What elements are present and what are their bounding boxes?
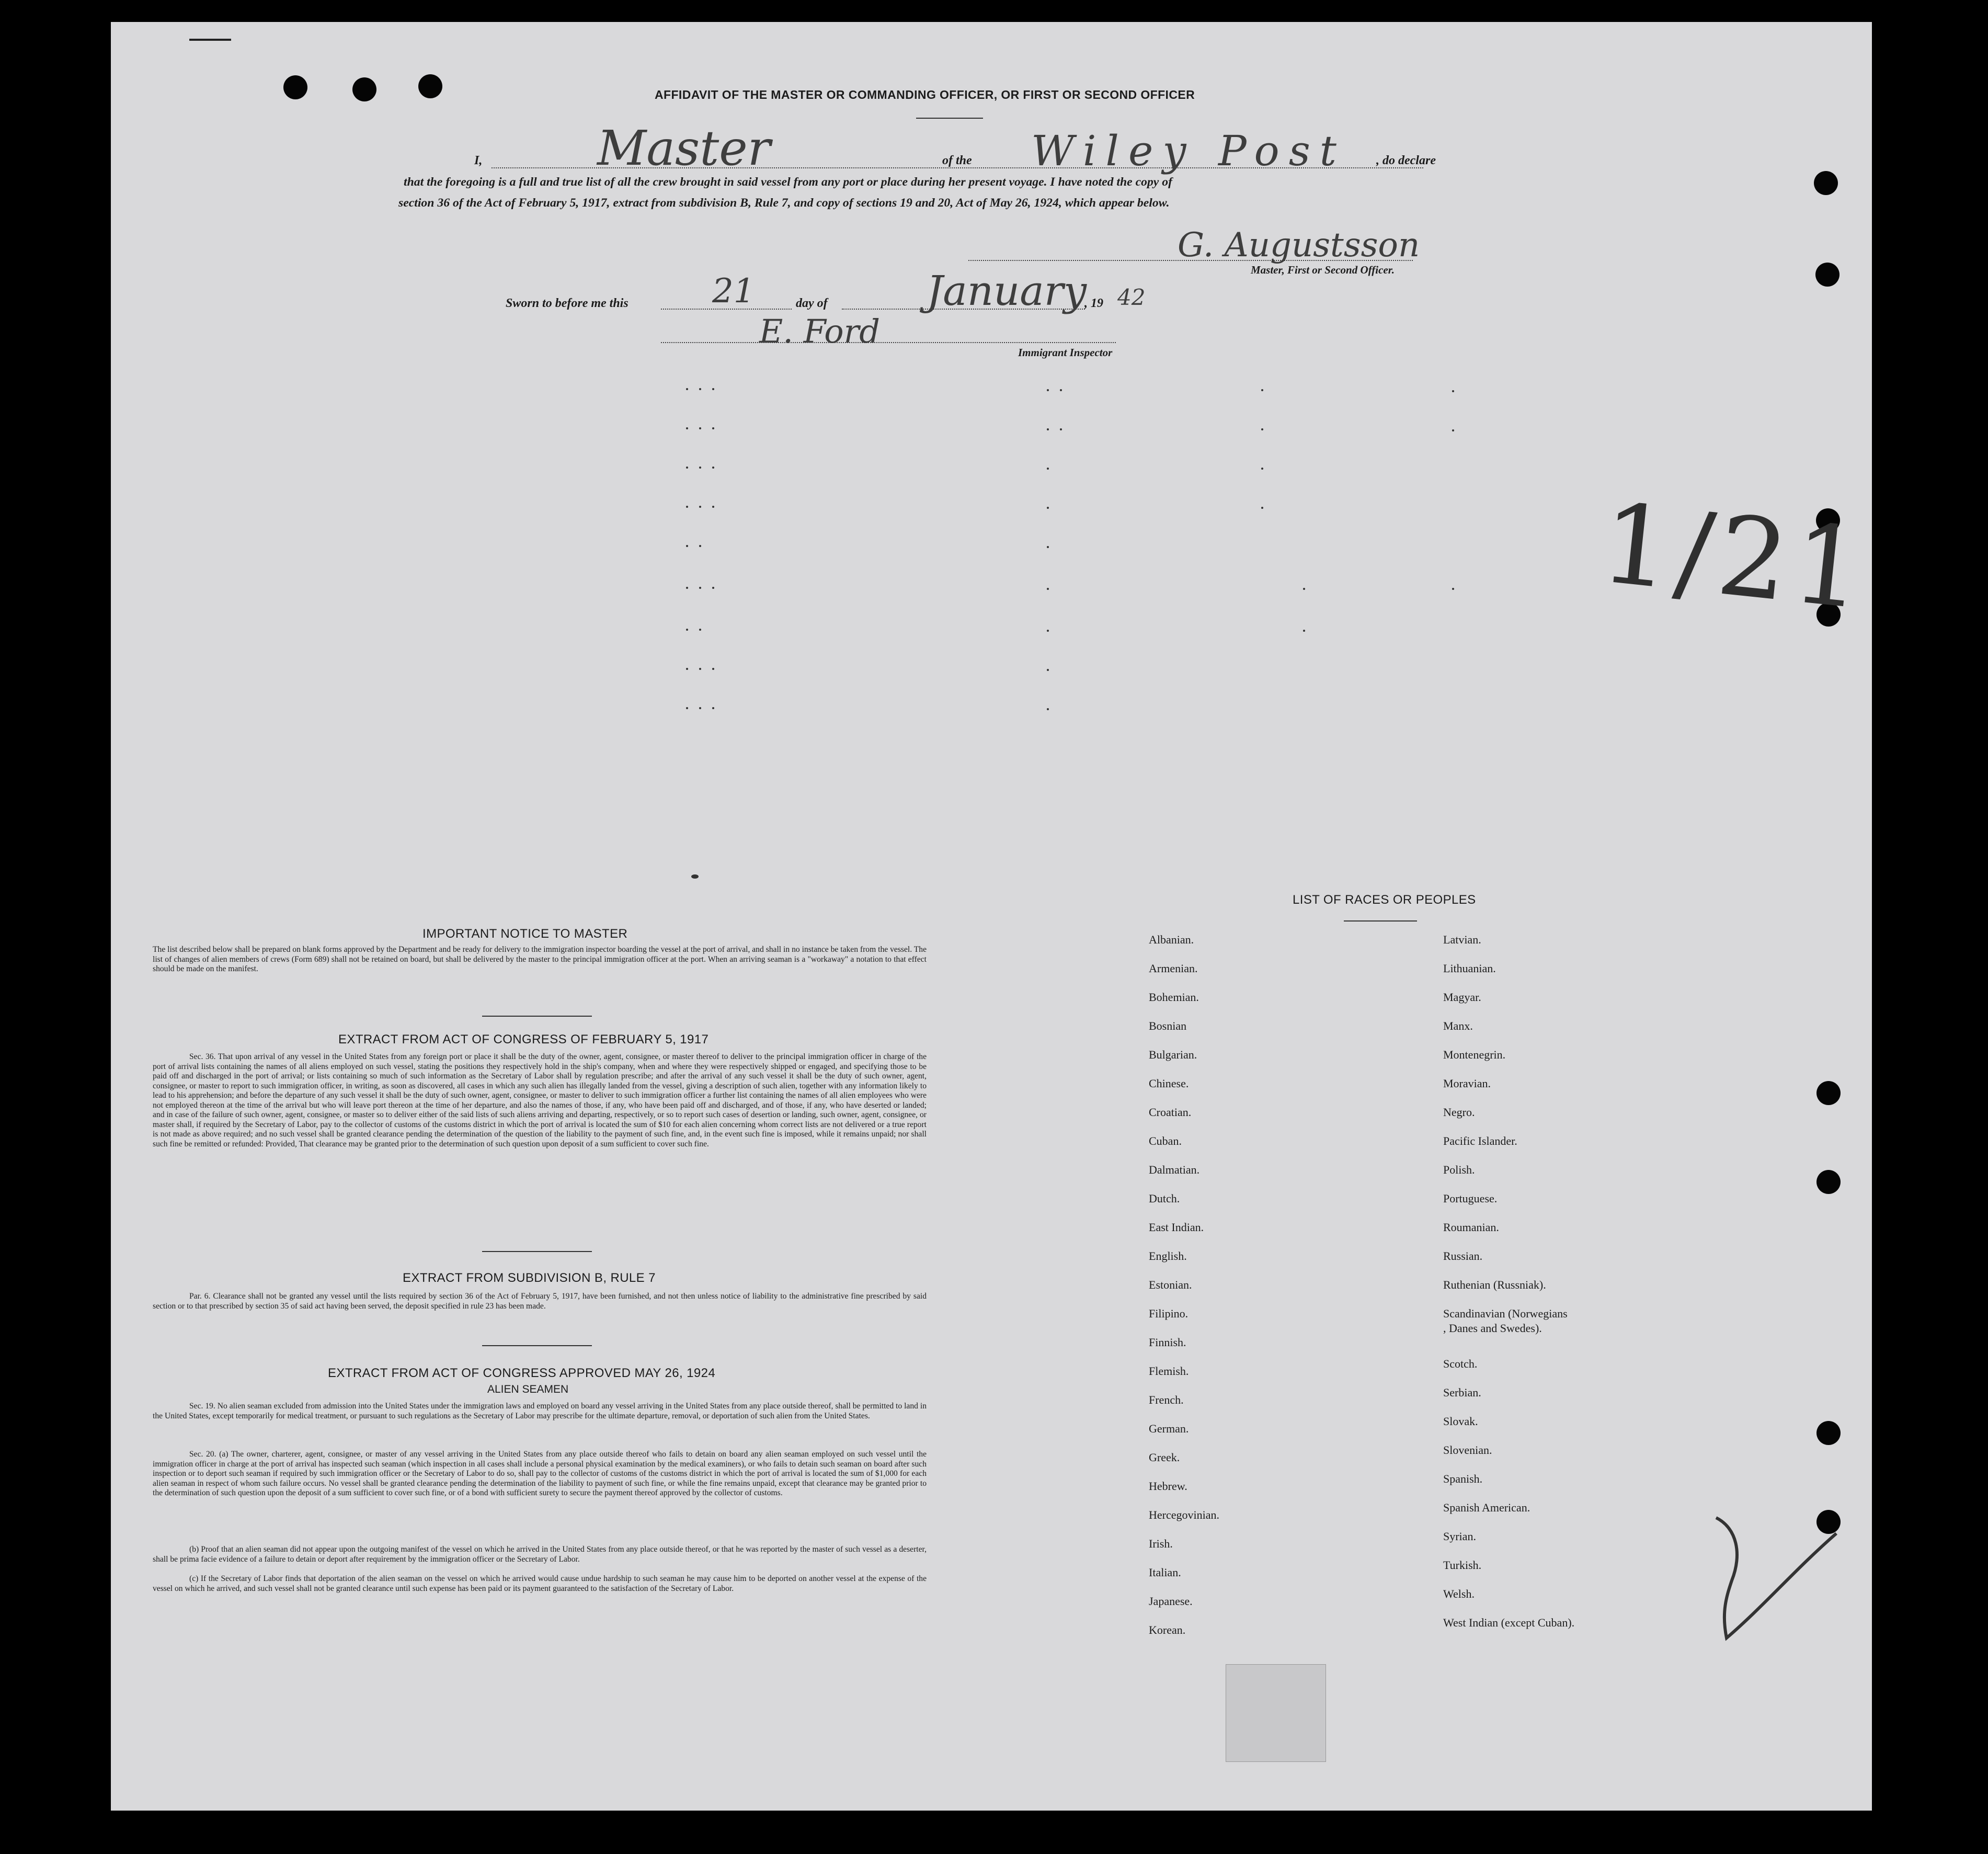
race-item: Albanian. [1149, 933, 1194, 946]
race-item: Armenian. [1149, 962, 1198, 975]
handwritten-margin-note: 1/21 [1595, 479, 1875, 635]
race-item: Cuban. [1149, 1134, 1182, 1147]
race-item: Bohemian. [1149, 991, 1199, 1004]
day-of-label: day of [796, 297, 828, 310]
race-item: Bulgarian. [1149, 1048, 1197, 1061]
affidavit-line-2: that the foregoing is a full and true list of all the crew brought in said vessel from any port or place during her present voyage. I have noted the copy of [404, 175, 1172, 189]
race-item: Roumanian. [1443, 1221, 1499, 1234]
extract-1917-title: EXTRACT FROM ACT OF CONGRESS OF FEBRUARY 5, 1917 [338, 1032, 709, 1047]
punch-hole [1814, 171, 1838, 195]
sec20b-text: (b) Proof that an alien seaman did not appear upon the outgoing manifest of the vessel on which he arrived in the United States from any place outside thereof, or that he was reported by the master of such vessel as a deserter, shall be prima facie evidence of a failure to detain or deport after requirement by the immigration officer or the Secretary of Labor. [153, 1545, 927, 1564]
handwritten-year: 42 [1117, 285, 1146, 310]
handwritten-inspector: E. Ford [759, 312, 880, 350]
race-item: Croatian. [1149, 1106, 1192, 1119]
year-prefix: , 19 [1084, 297, 1103, 310]
race-item: Portuguese. [1443, 1192, 1498, 1205]
title-rule [916, 118, 983, 119]
notice-title: IMPORTANT NOTICE TO MASTER [422, 927, 628, 941]
race-item: Lithuanian. [1443, 962, 1496, 975]
section-rule [482, 1345, 592, 1346]
affidavit-line-3: section 36 of the Act of February 5, 1917, extract from subdivision B, Rule 7, and copy of sections 19 and 20, Act of May 26, 1924, which appear below. [398, 196, 1170, 210]
race-item: Turkish. [1443, 1559, 1482, 1572]
handwritten-signature: G. Augustsson [1178, 226, 1420, 265]
section-rule [482, 1251, 592, 1252]
race-item: Syrian. [1443, 1530, 1476, 1543]
race-item: Hercegovinian. [1149, 1508, 1219, 1521]
punch-hole [352, 77, 376, 101]
race-item: Hebrew. [1149, 1480, 1187, 1493]
race-item: Serbian. [1443, 1386, 1481, 1399]
race-item: Moravian. [1443, 1077, 1491, 1090]
race-item: Spanish. [1443, 1472, 1483, 1485]
race-item: Welsh. [1443, 1587, 1475, 1600]
races-title: LIST OF RACES OR PEOPLES [1293, 893, 1476, 907]
race-item: East Indian. [1149, 1221, 1204, 1234]
race-item: Manx. [1443, 1019, 1473, 1032]
notice-text: The list described below shall be prepared on blank forms approved by the Department and be ready for delivery to the immigration inspector boarding the vessel at the port of arrival, and shall in no instance be taken from the vessel. The list of changes of alien members of crews (Form 689) shall not be retained on board, but shall be delivered by the master to the principal immigration officer at the port. When an arriving seaman is a "workaway" a notation to that effect should be made on the manifest. [153, 945, 927, 973]
race-item: Filipino. [1149, 1307, 1189, 1320]
race-item: English. [1149, 1249, 1187, 1262]
punch-hole [1816, 1421, 1841, 1445]
sworn-label: Sworn to before me this [506, 297, 629, 310]
handwritten-rank: Master [597, 120, 771, 176]
race-item: Latvian. [1443, 933, 1481, 946]
race-item: Japanese. [1149, 1595, 1193, 1608]
race-item: French. [1149, 1393, 1184, 1406]
race-item: Magyar. [1443, 991, 1481, 1004]
affidavit-title: AFFIDAVIT OF THE MASTER OR COMMANDING OFFICER, OR FIRST OR SECOND OFFICER [655, 88, 1195, 101]
race-item: Korean. [1149, 1623, 1186, 1636]
race-item: Finnish. [1149, 1336, 1186, 1349]
section-rule [482, 1016, 592, 1017]
sec20a-text: Sec. 20. (a) The owner, charterer, agent, consignee, or master of any vessel arriving in the United States from any place outside thereof who fails to detain on board any alien seaman employed on such vessel until the immigration officer in charge at the port of arrival has inspected such seaman (which inspection in all cases shall include a personal physical examination by the medical examiners), or who fails to detain such seaman on board after such inspection or to deport such seaman if required by such immigration officer or the Secretary of Labor to do so, shall pay to the collector of customs of the customs district in which the port of arrival is located the sum of $1,000 for each alien seaman in respect of whom such failure occurs. No vessel shall be granted clearance pending the determination of the liability to payment of such fine, or while the fine remains unpaid, except that clearance may be granted prior to the determination of such question upon the deposit of a sum sufficient to cover such fine, or of a bond with sufficient surety to secure the payment thereof approved by the collector of customs. [153, 1450, 927, 1497]
race-item: Chinese. [1149, 1077, 1189, 1090]
i-label: I, [474, 154, 483, 167]
race-item: Italian. [1149, 1566, 1181, 1579]
race-item: Negro. [1443, 1106, 1475, 1119]
tape-remnant [1226, 1664, 1326, 1762]
race-item: Pacific Islander. [1443, 1134, 1517, 1147]
punch-hole [418, 74, 442, 98]
race-item: Irish. [1149, 1537, 1173, 1550]
race-item: Spanish American. [1443, 1501, 1530, 1514]
race-item: Scotch. [1443, 1357, 1478, 1370]
races-title-rule [1344, 920, 1417, 922]
race-item: Polish. [1443, 1163, 1475, 1176]
race-item: West Indian (except Cuban). [1443, 1616, 1575, 1629]
handwritten-month: January [927, 268, 1087, 315]
race-item: Flemish. [1149, 1364, 1189, 1378]
rule7-text: Par. 6. Clearance shall not be granted any vessel until the lists required by section 36 of the Act of February 5, 1917, have been furnished, and not then unless notice of liability to the administrative fine prescribed by said section or to that prescribed by section 35 of said act having been served, the deposit specified in rule 23 has been made. [153, 1292, 927, 1311]
punch-hole [283, 75, 307, 99]
punch-hole [1816, 1081, 1841, 1105]
handwritten-check-mark [1706, 1507, 1842, 1654]
punch-hole [1816, 1170, 1841, 1194]
sec19-text: Sec. 19. No alien seaman excluded from admission into the United States under the immigration laws and employed on board any vessel arriving in the United States from any place outside thereof, shall be permitted to land in the United States, except temporarily for medical treatment, or pursuant to such regulations as the Secretary of Labor may prescribe for the ultimate departure, removal, or deportation of such alien from the United States. [153, 1402, 927, 1420]
race-item: Greek. [1149, 1451, 1180, 1464]
race-item: Slovenian. [1443, 1443, 1492, 1457]
handwritten-day: 21 [712, 272, 755, 311]
corner-mark [189, 39, 231, 41]
extract-1924-title: EXTRACT FROM ACT OF CONGRESS APPROVED MAY 26, 1924 [328, 1366, 716, 1380]
do-declare: , do declare [1376, 154, 1436, 167]
rule7-title: EXTRACT FROM SUBDIVISION B, RULE 7 [403, 1271, 656, 1285]
race-item: Estonian. [1149, 1278, 1192, 1291]
manifest-page [111, 22, 1875, 1811]
sec20c-text: (c) If the Secretary of Labor finds that deportation of the alien seaman on the vessel on which he arrived would cause undue hardship to such seaman he may cause him to be deported on another vessel at the expense of the vessel on which he arrived, and such vessel shall not be granted clearance until such expense has been paid or its payment guaranteed to the satisfaction of the Secretary of Labor. [153, 1574, 927, 1593]
race-item: Slovak. [1443, 1415, 1478, 1428]
race-item: Dutch. [1149, 1192, 1180, 1205]
of-the-label: of the [942, 154, 972, 167]
race-item: German. [1149, 1422, 1189, 1435]
signer-title: Master, First or Second Officer. [1251, 264, 1395, 276]
race-item: Dalmatian. [1149, 1163, 1200, 1176]
race-item: Montenegrin. [1443, 1048, 1506, 1061]
race-item: Russian. [1443, 1249, 1483, 1262]
race-item: Ruthenian (Russniak). [1443, 1278, 1546, 1291]
inspector-label: Immigrant Inspector [1018, 346, 1113, 359]
race-item: Scandinavian (Norwegians [1443, 1307, 1568, 1320]
handwritten-vessel: Wiley Post [1031, 127, 1346, 175]
extract-1917-text: Sec. 36. That upon arrival of any vessel in the United States from any foreign port or place it shall be the duty of the owner, agent, consignee, or master thereof to deliver to the principal immigration officer in charge of the port of arrival lists containing the names of all aliens employed on such vessel, stating the positions they respectively hold in the ship's company, when and where they were respectively shipped or engaged, and specifying those to be paid off and discharged in the port of arrival; or lists containing so much of such information as the Secretary of Labor shall by regulation prescribe; and after the arrival of any such vessel it shall be the duty of such owner, agent, consignee, or master to report to such immigration officer, in writing, as soon as discovered, all cases in which any such alien has illegally landed from the vessel, giving a description of such alien, together with any information likely to lead to his apprehension; and before the departure of any such vessel it shall be the duty of such owner, agent, consignee, or master to deliver to such immigration officer a further list containing the names of all alien employees who were not employed thereon at the time of the arrival but who will leave port thereon at the time of her departure, and also the names of those, if any, who have been paid off and discharged, and of those, if any, who have deserted or landed; and in case of the failure of such owner, agent, consignee, or master so to deliver either of the said lists of such aliens arriving and departing, respectively, or so to report such cases of desertion or landing, such owner, agent, consignee, or master shall, if required by the Secretary of Labor, pay to the collector of customs of the customs district in which the port of arrival is located the sum of $10 for each alien concerning whom correct lists are not delivered or a true report is not made as above required; and no such vessel shall be granted clearance pending the determination of the question of the liability to the payment of such fine, and, in the event such fine is imposed, while it remains unpaid; nor shall such fine be remitted or refunded: Provided, That clearance may be granted prior to the determination of such question upon deposit of a sum sufficient to cover such fine. [153, 1052, 927, 1148]
race-item: , Danes and Swedes). [1443, 1322, 1542, 1335]
race-item: Bosnian [1149, 1019, 1187, 1032]
extract-1924-subtitle: ALIEN SEAMEN [487, 1383, 569, 1395]
punch-hole [1815, 263, 1840, 287]
inspector-line [661, 342, 1116, 343]
